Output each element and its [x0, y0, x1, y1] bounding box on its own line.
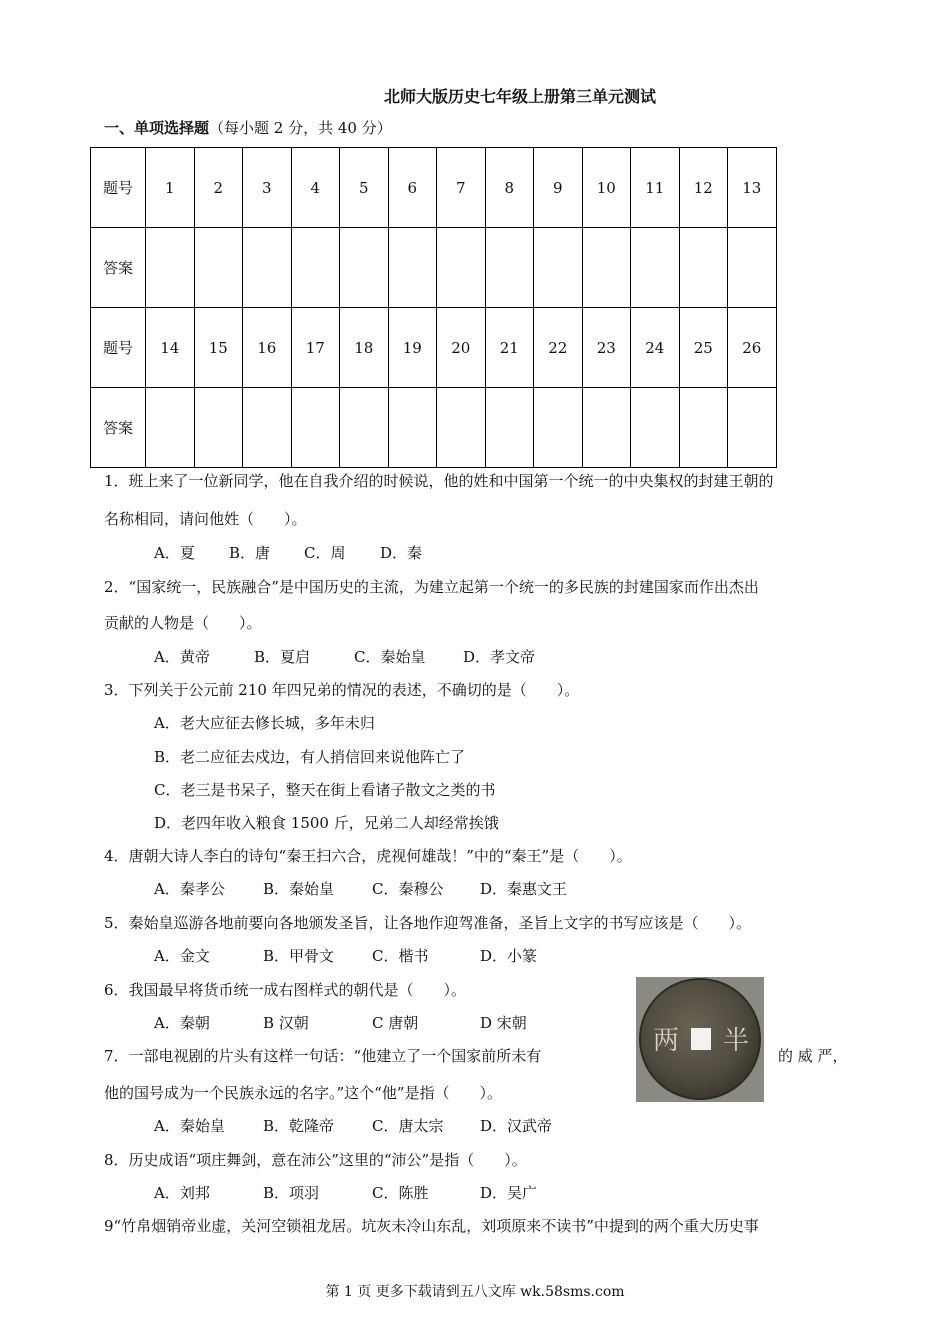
option-c[interactable]: C．楷书: [372, 947, 429, 965]
question-number-cell: 2: [194, 148, 243, 228]
answer-cell[interactable]: [485, 228, 534, 308]
option-c[interactable]: C．秦穆公: [372, 880, 444, 898]
answer-cell[interactable]: [291, 228, 340, 308]
question-1-text: 1．班上来了一位新同学，他在自我介绍的时候说，他的姓和中国第一个统一的中央集权的封建王朝的: [104, 472, 774, 490]
question-number-cell: 25: [679, 308, 728, 388]
answer-cell[interactable]: [631, 228, 680, 308]
question-number-cell: 12: [679, 148, 728, 228]
option-d[interactable]: D．小篆: [480, 947, 538, 965]
coin-char-left: 两: [652, 1026, 680, 1056]
answer-cell[interactable]: [146, 388, 195, 468]
answer-cell[interactable]: [437, 228, 486, 308]
question-number-cell: 7: [437, 148, 486, 228]
option-a[interactable]: A．黄帝: [154, 648, 210, 666]
question-number-cell: 22: [534, 308, 583, 388]
option-a[interactable]: A．金文: [154, 947, 210, 965]
option-a[interactable]: A．秦孝公: [154, 880, 225, 898]
question-number-cell: 13: [728, 148, 777, 228]
option-b[interactable]: B 汉朝: [263, 1014, 309, 1032]
answer-cell[interactable]: [534, 388, 583, 468]
question-number-cell: 23: [582, 308, 631, 388]
answer-cell[interactable]: [437, 388, 486, 468]
section-heading: [104, 117, 392, 138]
option-c[interactable]: C．老三是书呆子，整天在街上看诸子散文之类的书: [154, 781, 496, 799]
question-number-cell: 15: [194, 308, 243, 388]
question-number-row-1: [91, 148, 777, 228]
option-b[interactable]: B．老二应征去戍边，有人捎信回来说他阵亡了: [154, 748, 466, 766]
option-b[interactable]: B．项羽: [263, 1184, 320, 1202]
question-number-row-2: [91, 308, 777, 388]
answer-table: [90, 147, 777, 468]
question-number-cell: 19: [388, 308, 437, 388]
question-number-cell: 8: [485, 148, 534, 228]
answer-cell[interactable]: [582, 388, 631, 468]
option-d[interactable]: D．老四年收入粮食 1500 斤，兄弟二人却经常挨饿: [154, 814, 499, 832]
option-b[interactable]: B．唐: [229, 544, 271, 562]
option-c[interactable]: C．陈胜: [372, 1184, 429, 1202]
answer-cell[interactable]: [146, 228, 195, 308]
question-2-text-cont: 贡献的人物是（ ）。: [104, 614, 262, 632]
option-d[interactable]: D．孝文帝: [463, 648, 536, 666]
option-a[interactable]: A．秦始皇: [154, 1117, 225, 1135]
answer-cell[interactable]: [631, 388, 680, 468]
question-number-cell: 9: [534, 148, 583, 228]
answer-cell[interactable]: [388, 388, 437, 468]
option-d[interactable]: D．秦: [380, 544, 423, 562]
answer-cell[interactable]: [728, 228, 777, 308]
option-a[interactable]: A．老大应征去修长城，多年未归: [154, 714, 375, 732]
option-a[interactable]: A．秦朝: [154, 1014, 210, 1032]
answer-cell[interactable]: [485, 388, 534, 468]
row-label: 答案: [91, 228, 146, 308]
option-c[interactable]: C．秦始皇: [354, 648, 426, 666]
question-4-text: 4．唐朝大诗人李白的诗句“秦王扫六合，虎视何雄哉！”中的“秦王”是（ ）。: [104, 847, 632, 865]
question-number-cell: 26: [728, 308, 777, 388]
answer-cell[interactable]: [340, 228, 389, 308]
section-note: （每小题 2 分，共 40 分）: [209, 119, 392, 137]
answer-cell[interactable]: [679, 228, 728, 308]
question-number-cell: 21: [485, 308, 534, 388]
answer-cell[interactable]: [194, 228, 243, 308]
answer-cell[interactable]: [340, 388, 389, 468]
answer-cell[interactable]: [679, 388, 728, 468]
question-number-cell: 24: [631, 308, 680, 388]
question-7-text-cont: 他的国号成为一个民族永远的名字。”这个“他”是指（ ）。: [104, 1084, 503, 1102]
answer-cell[interactable]: [728, 388, 777, 468]
section-title: 一、单项选择题: [104, 119, 210, 137]
answer-cell[interactable]: [243, 388, 292, 468]
answer-cell[interactable]: [243, 228, 292, 308]
option-d[interactable]: D．吴广: [480, 1184, 538, 1202]
row-label: 题号: [91, 308, 146, 388]
option-b[interactable]: B．秦始皇: [263, 880, 335, 898]
option-b[interactable]: B．夏启: [254, 648, 311, 666]
option-a[interactable]: A．刘邦: [154, 1184, 210, 1202]
option-c[interactable]: C 唐朝: [372, 1014, 419, 1032]
question-number-cell: 16: [243, 308, 292, 388]
question-8-text: 8．历史成语“项庄舞剑，意在沛公”这里的“沛公”是指（ ）。: [104, 1151, 527, 1169]
answer-cell[interactable]: [582, 228, 631, 308]
question-number-cell: 3: [243, 148, 292, 228]
question-number-cell: 20: [437, 308, 486, 388]
question-5-text: 5．秦始皇巡游各地前要向各地颁发圣旨，让各地作迎驾准备，圣旨上文字的书写应该是（ ）。: [104, 914, 752, 932]
answer-cell[interactable]: [534, 228, 583, 308]
question-3-text: 3．下列关于公元前 210 年四兄弟的情况的表述，不确切的是（ ）。: [104, 681, 580, 699]
question-number-cell: 10: [582, 148, 631, 228]
question-7-text-right: 的 威 严，: [778, 1047, 848, 1065]
question-9-text: 9“竹帛烟销帝业虚，关河空锁祖龙居。坑灰未冷山东乱，刘项原来不读书”中提到的两个重大历史事: [104, 1217, 759, 1235]
page-footer: 第 1 页 更多下载请到五八文库 wk.58sms.com: [325, 1284, 625, 1300]
option-b[interactable]: B．甲骨文: [263, 947, 335, 965]
question-number-cell: 14: [146, 308, 195, 388]
option-c[interactable]: C．周: [304, 544, 346, 562]
answer-cell[interactable]: [388, 228, 437, 308]
option-c[interactable]: C．唐太宗: [372, 1117, 444, 1135]
row-label: 题号: [91, 148, 146, 228]
option-d[interactable]: D．汉武帝: [480, 1117, 553, 1135]
ban-liang-coin-image: [636, 977, 764, 1102]
coin-icon: [636, 977, 764, 1102]
coin-char-right: 半: [722, 1026, 750, 1056]
row-label: 答案: [91, 388, 146, 468]
question-7-text: 7．一部电视剧的片头有这样一句话：“他建立了一个国家前所未有: [104, 1047, 542, 1065]
question-number-cell: 17: [291, 308, 340, 388]
option-a[interactable]: A．夏: [154, 544, 195, 562]
question-number-cell: 11: [631, 148, 680, 228]
answer-cell[interactable]: [194, 388, 243, 468]
option-d[interactable]: D 宋朝: [480, 1014, 527, 1032]
question-number-cell: 18: [340, 308, 389, 388]
question-2-text: 2．“国家统一，民族融合”是中国历史的主流，为建立起第一个统一的多民族的封建国家而作出杰出: [104, 578, 759, 596]
answer-cell[interactable]: [291, 388, 340, 468]
answer-row-2: [91, 388, 777, 468]
question-6-text: 6．我国最早将货币统一成右图样式的朝代是（ ）。: [104, 981, 467, 999]
page-title: 北师大版历史七年级上册第三单元测试: [383, 87, 656, 106]
question-number-cell: 4: [291, 148, 340, 228]
option-b[interactable]: B．乾隆帝: [263, 1117, 335, 1135]
question-number-cell: 1: [146, 148, 195, 228]
answer-row-1: [91, 228, 777, 308]
question-number-cell: 6: [388, 148, 437, 228]
option-d[interactable]: D．秦惠文王: [480, 880, 568, 898]
question-number-cell: 5: [340, 148, 389, 228]
question-1-text-cont: 名称相同，请问他姓（ ）。: [104, 510, 307, 528]
